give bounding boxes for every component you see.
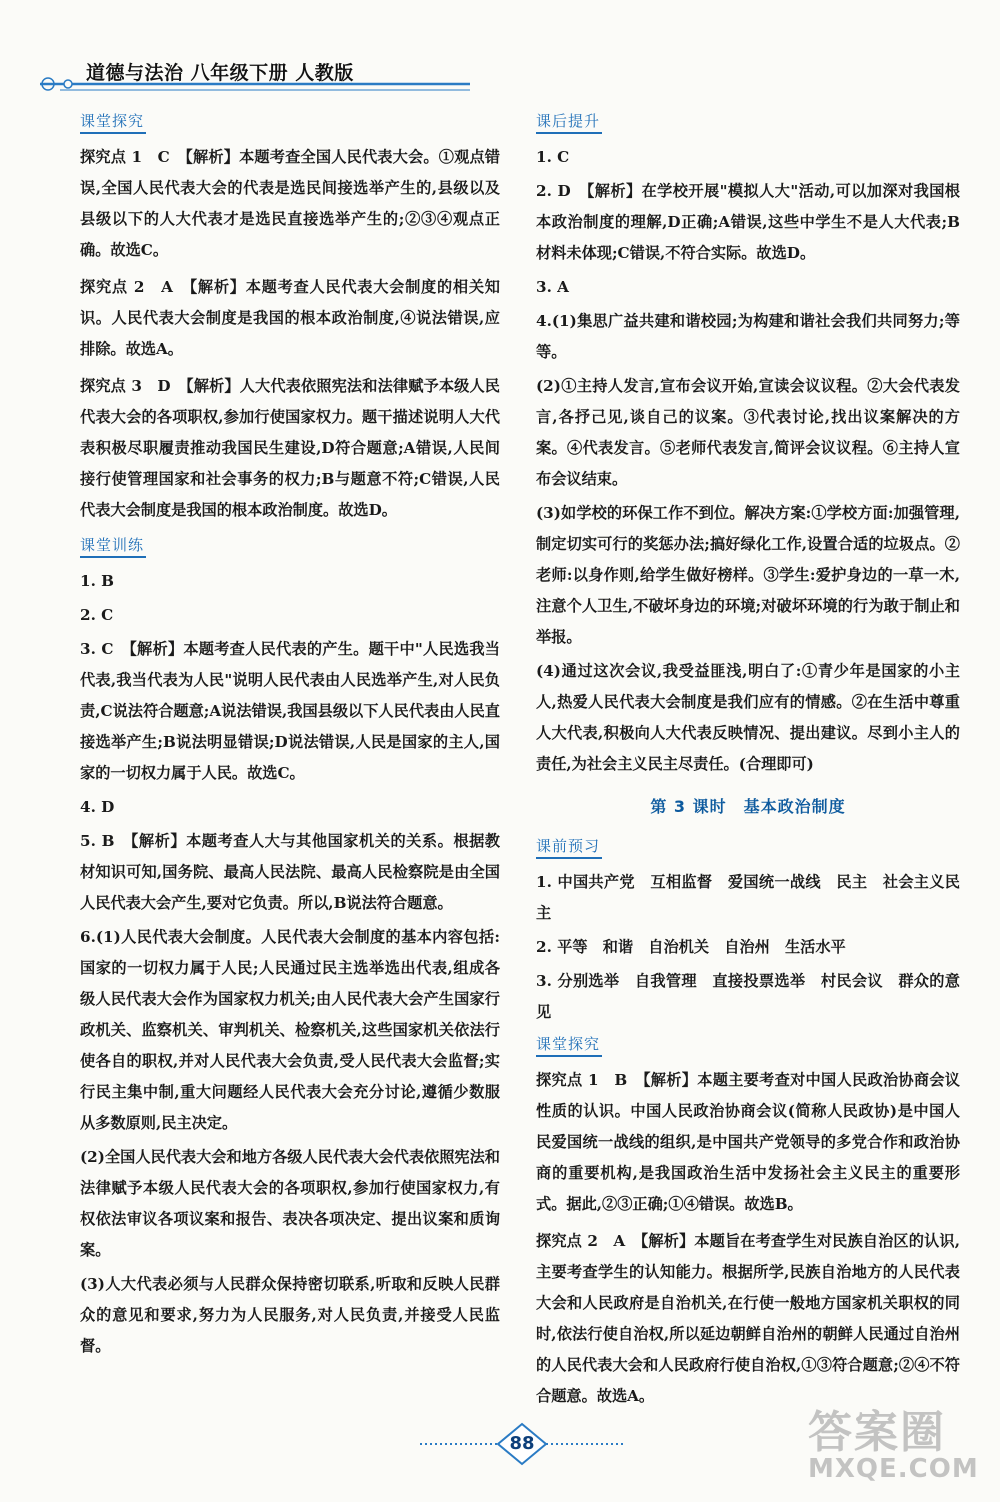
page-header <box>0 0 1000 100</box>
answer-item: 2. 平等 和谐 自治机关 自治州 生活水平 <box>536 938 846 956</box>
site-watermark <box>808 1396 978 1496</box>
header-title: 道德与法治 八年级下册 人教版 <box>86 62 354 84</box>
answer-item: 1. C <box>536 148 570 166</box>
answer-item: 3. A <box>536 278 569 296</box>
answer-item: 3. C 【解析】本题考查人民代表的产生。题干中"人民选我当代表,我当代表为人民"说明人民代表由人民选举产生,对人民负责,C说法符合题意;A说法错误,我国县级以下人民代表由人民直接选举产生;B说法明显错误;D说法错误,人民是国家的主人,国家的一切权力属于人民。故选C。 <box>80 640 500 782</box>
answer-item: 探究点 3 D 【解析】人大代表依照宪法和法律赋予本级人民代表大会的各项职权,参加行使国家权力。题干描述说明人大代表积极尽职履责推动我国民生建设,D符合题意;A错误,人民间接行使管理国家和社会事务的权力;B与题意不符;C错误,人民代表大会制度是我国的根本政治制度。故选D。 <box>80 377 500 519</box>
lesson-title: 第 3 课时 基本政治制度 <box>650 797 846 816</box>
answer-item: 4. D <box>80 798 115 816</box>
answer-item: 探究点 1 C 【解析】本题考查全国人民代表大会。①观点错误,全国人民代表大会的代表是选民间接选举产生的,县级以及县级以下的人大代表才是选民直接选举产生的;②③④观点正确。故选C。 <box>80 148 500 259</box>
answer-item: 1. 中国共产党 互相监督 爱国统一战线 民主 社会主义民主 <box>536 873 960 922</box>
answer-item: (2)全国人民代表大会和地方各级人民代表大会代表依照宪法和法律赋予本级人民代表大会的各项职权,参加行使国家权力,有权依法审议各项议案和报告、表决各项决定、提出议案和质询案。 <box>80 1148 500 1259</box>
watermark-line1: 答案圈 <box>808 1407 946 1458</box>
answer-item: 4.(1)集思广益共建和谐校园;为构建和谐社会我们共同努力;等等。 <box>536 312 960 361</box>
answer-item: 探究点 2 A 【解析】本题旨在考查学生对民族自治区的认识,主要考查学生的认知能力。根据所学,民族自治地方的人民代表大会和人民政府是自治机关,在行使一般地方国家机关职权的同时,依法行使自治权,所以延边朝鲜自治州的朝鲜人民通过自治州的人民代表大会和人民政府行使自治权,①③符合题意;②④不符合题意。故选A。 <box>536 1232 960 1405</box>
answer-item: 1. B <box>80 572 114 590</box>
answer-item: 3. 分别选举 自我管理 直接投票选举 村民会议 群众的意见 <box>536 972 960 1021</box>
section-tag-after-class: 课后提升 <box>536 110 602 134</box>
answer-item: (4)通过这次会议,我受益匪浅,明白了:①青少年是国家的小主人,热爱人民代表大会制度是我们应有的情感。②在生活中尊重人大代表,积极向人大代表反映情况、提出建议。尽到小主人的责任,为社会主义民主尽责任。(合理即可) <box>536 662 960 773</box>
answer-item: 5. B 【解析】本题考查人大与其他国家机关的关系。根据教材知识可知,国务院、最高人民法院、最高人民检察院是由全国人民代表大会产生,要对它负责。所以,B说法符合题意。 <box>80 832 500 912</box>
section-tag-preview: 课前预习 <box>536 835 602 859</box>
answer-item: 2. C <box>80 606 114 624</box>
answer-item: (3)如学校的环保工作不到位。解决方案:①学校方面:加强管理,制定切实可行的奖惩办法;搞好绿化工作,设置合适的垃圾点。②老师:以身作则,给学生做好榜样。③学生:爱护身边的一草一木,注意个人卫生,不破坏身边的环境;对破坏环境的行为敢于制止和举报。 <box>536 504 960 646</box>
answer-item: 6.(1)人民代表大会制度。人民代表大会制度的基本内容包括:国家的一切权力属于人民;人民通过民主选举选出代表,组成各级人民代表大会作为国家权力机关;由人民代表大会产生国家行政机关、监察机关、审判机关、检察机关,这些国家机关依法行使各自的职权,并对人民代表大会负责,受人民代表大会监督;实行民主集中制,重大问题经人民代表大会充分讨论,遵循少数服从多数原则,民主决定。 <box>80 928 500 1132</box>
section-tag-classroom-training: 课堂训练 <box>80 534 146 558</box>
answer-item: 2. D 【解析】在学校开展"模拟人大"活动,可以加深对我国根本政治制度的理解,D正确;A错误,这些中学生不是人大代表;B材料未体现;C错误,不符合实际。故选D。 <box>536 182 960 262</box>
section-tag-classroom-explore-2: 课堂探究 <box>536 1033 602 1057</box>
section-tag-classroom-explore: 课堂探究 <box>80 110 146 134</box>
page-number: 88 <box>509 1433 535 1454</box>
left-column <box>80 108 500 1365</box>
watermark-line2: MXQE.COM <box>808 1454 979 1484</box>
answer-item: (2)①主持人发言,宣布会议开始,宣读会议议程。②大会代表发言,各抒己见,谈自己的议案。③代表讨论,找出议案解决的方案。④代表发言。⑤老师代表发言,简评会议议程。⑥主持人宣布会议结束。 <box>536 377 960 488</box>
header-decoration <box>0 0 1000 100</box>
answer-item: 探究点 2 A 【解析】本题考查人民代表大会制度的相关知识。人民代表大会制度是我国的根本政治制度,④说法错误,应排除。故选A。 <box>80 278 500 358</box>
answer-item: (3)人大代表必须与人民群众保持密切联系,听取和反映人民群众的意见和要求,努力为人民服务,对人民负责,并接受人民监督。 <box>80 1275 500 1355</box>
answer-item: 探究点 1 B 【解析】本题主要考查对中国人民政治协商会议性质的认识。中国人民政治协商会议(简称人民政协)是中国人民爱国统一战线的组织,是中国共产党领导的多党合作和政治协商的重要机构,是我国政治生活中发扬社会主义民主的重要形式。据此,②③正确;①④错误。故选B。 <box>536 1071 960 1213</box>
right-column <box>536 108 960 1412</box>
